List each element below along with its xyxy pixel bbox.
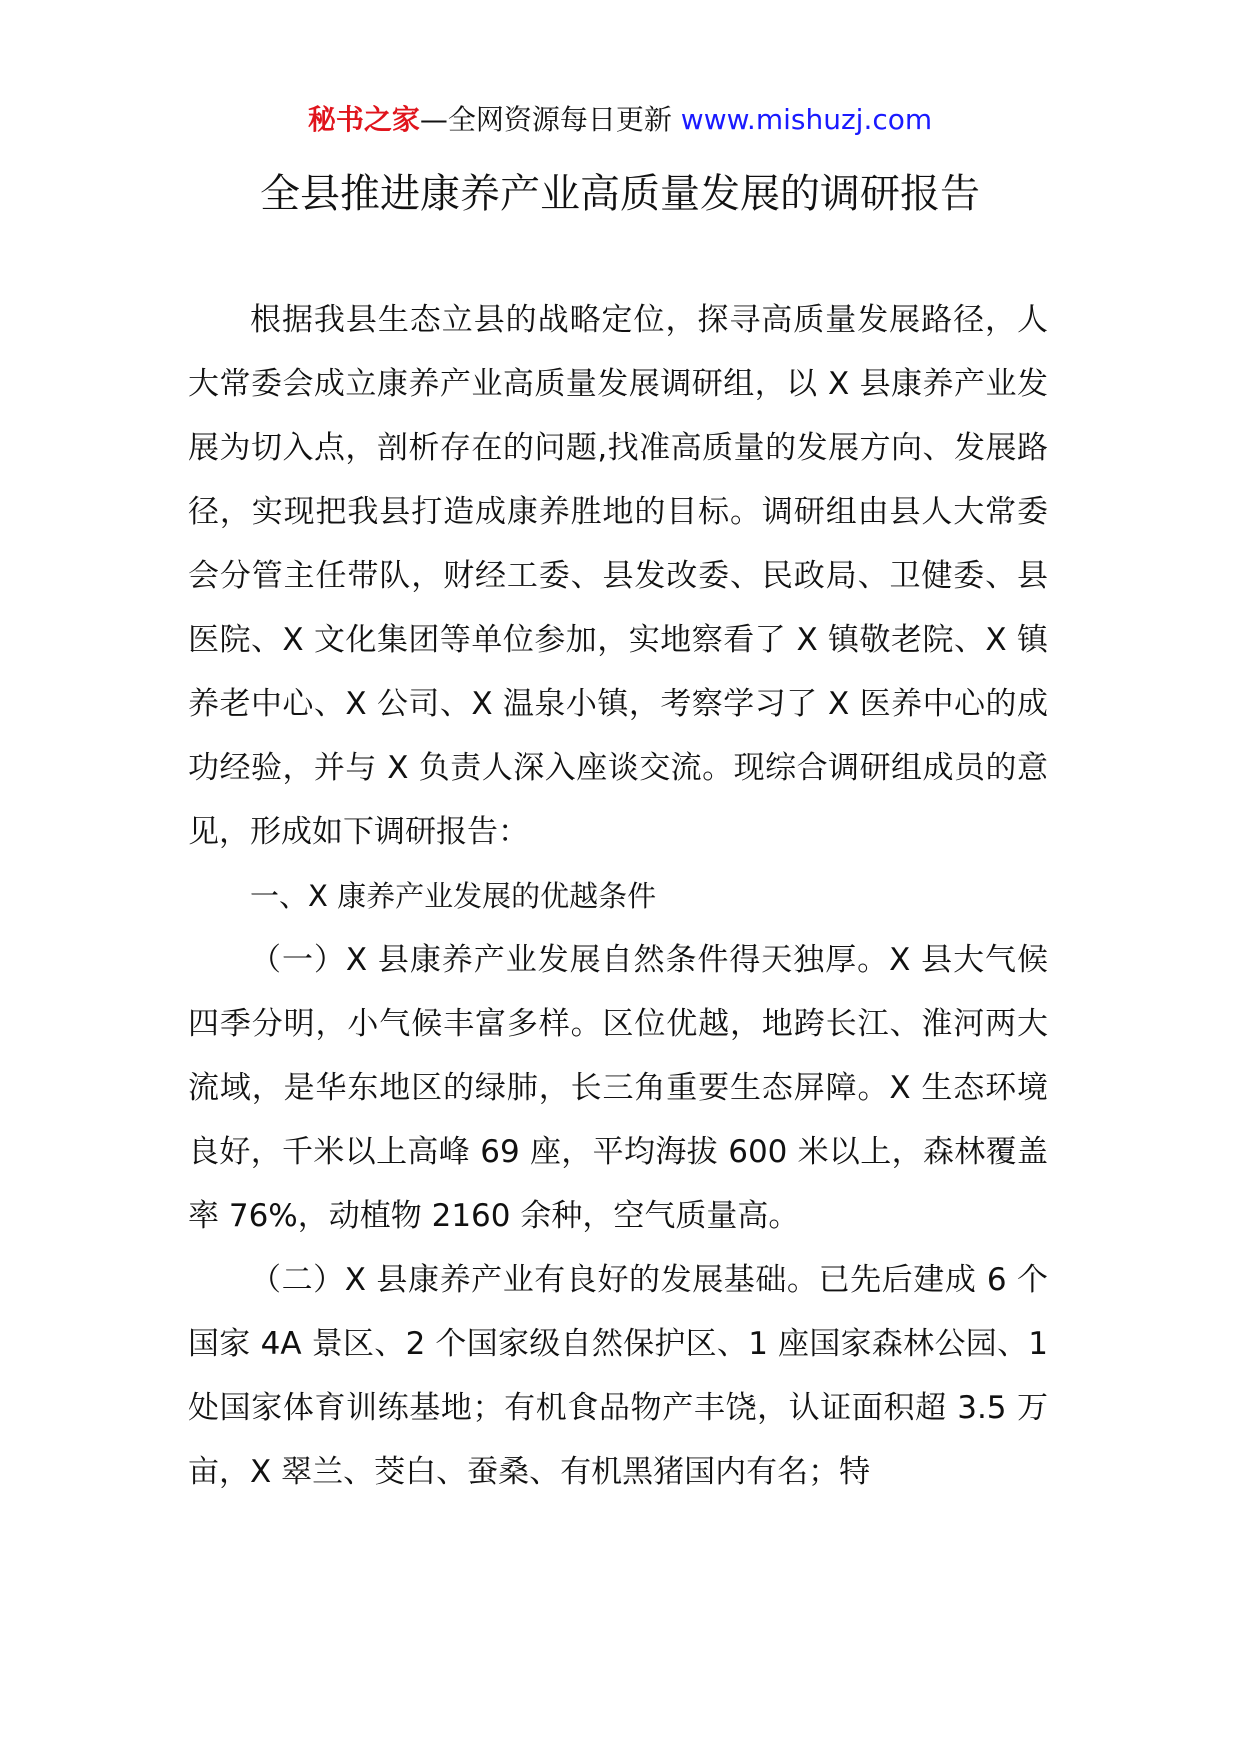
site-url-link[interactable]: www.mishuzj.com <box>680 103 933 136</box>
document-title: 全县推进康养产业高质量发展的调研报告 <box>260 171 980 217</box>
header-tagline: —全网资源每日更新 <box>419 103 672 136</box>
section-paragraph: （二）X 县康养产业有良好的发展基础。已先后建成 6 个国家 4A 景区、2 个国家级自然保护区、1 座国家森林公园、1 处国家体育训练基地；有机食品物产丰饶，认证面积超 3.5 万亩，X 翠兰、茭白、蚕桑、有机黑猪国内有名；特 <box>188 1262 1048 1490</box>
section-heading: 一、X 康养产业发展的优越条件 <box>250 879 657 913</box>
section-paragraph: （一）X 县康养产业发展自然条件得天独厚。X 县大气候四季分明，小气候丰富多样。区位优越，地跨长江、淮河两大流域，是华东地区的绿肺，长三角重要生态屏障。X 生态环境良好，千米以上高峰 69 座，平均海拔 600 米以上，森林覆盖率 76%，动植物 2160 余种，空气质量高。 <box>188 942 1048 1234</box>
intro-paragraph: 根据我县生态立县的战略定位，探寻高质量发展路径，人大常委会成立康养产业高质量发展调研组，以 X 县康养产业发展为切入点，剖析存在的问题,找准高质量的发展方向、发展路径，实现把我县打造成康养胜地的目标。调研组由县人大常委会分管主任带队，财经工委、县发改委、民政局、卫健委、县医院、X 文化集团等单位参加，实地察看了 X 镇敬老院、X 镇养老中心、X 公司、X 温泉小镇，考察学习了 X 医养中心的成功经验，并与 X 负责人深入座谈交流。现综合调研组成员的意见，形成如下调研报告： <box>188 302 1048 850</box>
site-header <box>0 100 1240 140</box>
document-body <box>188 288 1048 1504</box>
brand-name: 秘书之家 <box>307 103 420 136</box>
